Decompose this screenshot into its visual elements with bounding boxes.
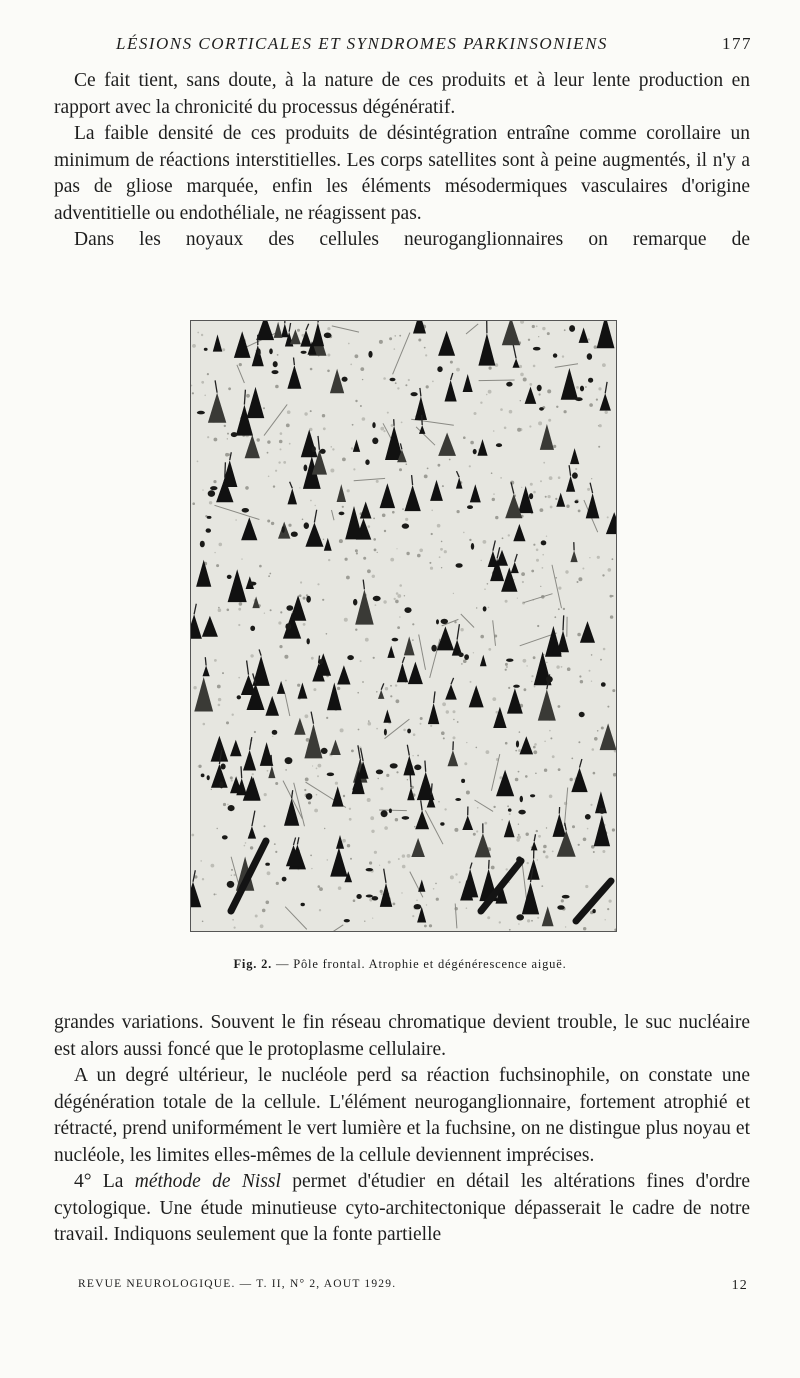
paragraph: grandes variations. Souvent le fin réseau chromatique devient trouble, le suc nucléaire est alors aussi foncé que le protoplasme cellulaire. <box>54 1012 750 1060</box>
paragraph-prefix: 4° La <box>74 1171 135 1192</box>
journal-reference: REVUE NEUROLOGIQUE. — T. II, N° 2, AOUT 1929. <box>78 1278 397 1290</box>
body-text-top <box>54 68 750 254</box>
running-head-title: LÉSIONS CORTICALES ET SYNDROMES PARKINSONIENS <box>116 34 608 53</box>
body-text-bottom <box>54 1010 750 1249</box>
footer <box>78 1278 748 1298</box>
running-head <box>54 34 752 58</box>
paragraph <box>54 1169 750 1249</box>
paragraph: A un degré ultérieur, le nucléole perd sa réaction fuchsinophile, on constate une dégénération totale de la cellule. L'élément neuroganglionnaire, fortement atrophié et rétracté, prend uniformément le vert lumière et la fuchsine, on ne distingue plus noyau et nucléole, les limites elles-mêmes de la cellule deviennent imprécises. <box>54 1065 750 1166</box>
figure-caption <box>150 957 650 972</box>
figure-number: Fig. 2. <box>233 957 273 971</box>
signature-mark: 12 <box>731 1278 748 1293</box>
micrograph-image <box>191 321 616 931</box>
micrograph-figure <box>190 320 617 932</box>
figure-caption-text: — Pôle frontal. Atrophie et dégénérescence aiguë. <box>276 957 567 971</box>
paragraph: Dans les noyaux des cellules neuroganglionnaires on remarque de <box>74 229 750 250</box>
paragraph: Ce fait tient, sans doute, à la nature de ces produits et à leur lente production en rapport avec la chronicité du processus dégénératif. <box>54 70 750 118</box>
method-name: méthode de Nissl <box>134 1171 281 1192</box>
paragraph: La faible densité de ces produits de désintégration entraîne comme corollaire un minimum de réactions interstitielles. Les corps satellites sont à peine augmentés, il n'y a pas de gliose marquée, enfin les éléments mésodermiques vasculaires d'origine adventitielle ou endothéliale, ne réagissent pas. <box>54 123 750 224</box>
paragraph-rest: permet d'étudier en détail les altérations fines d'ordre cytologique. Une étude minutieuse cyto-architectonique dépasserait le cadre de notre travail. Indiquons seulement que la fonte partielle <box>54 1171 750 1245</box>
page-number: 177 <box>722 34 752 53</box>
